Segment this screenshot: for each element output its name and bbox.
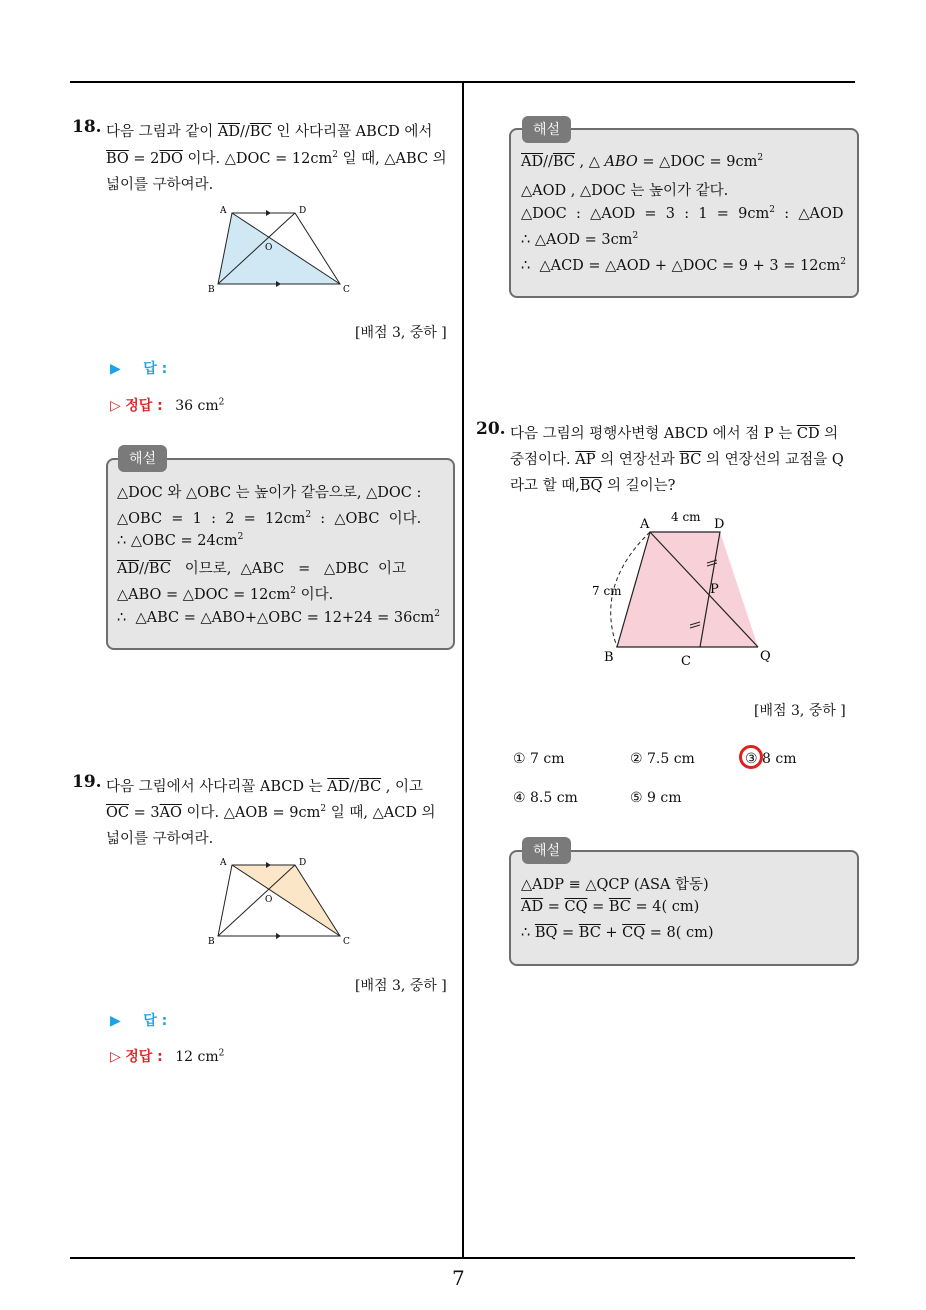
q18-trapezoid-figure <box>200 200 360 300</box>
q20-score: [배점 3, 중하 ] <box>754 703 846 719</box>
q18-text-line2: $\overline{BO} = 2\overline{DO}$ 이다. △DOC = $12cm^2$ 일 때, △ABC 의 <box>106 150 447 167</box>
q18-solution-line4: $\overline{AD}//\overline{BC}$ 이므로, △ABC = △DBC 이고 <box>117 561 407 577</box>
q19-answer-label: 답 : <box>143 1013 168 1029</box>
play-arrow-icon: ▶ <box>110 361 121 377</box>
q20-solution-tab: 해설 <box>522 837 571 864</box>
svg-text:C: C <box>343 937 350 947</box>
q18-correct-label: 정답 : <box>125 398 163 414</box>
q20-parallelogram-figure <box>580 505 780 675</box>
q19-solution-line1: $\overline{AD}//\overline{BC}$ , △ ABO = △DOC = $9cm^2$ <box>521 153 764 170</box>
q20-text-line2: 중점이다. $\overline{AP}$ 의 연장선과 $\overline{BC}$ 의 연장선의 교점을 Q <box>510 452 844 468</box>
q18-shaded-triangle <box>218 213 340 284</box>
q19-trapezoid-figure <box>200 852 360 952</box>
q19-answer-row[interactable] <box>110 1010 167 1030</box>
q18-solution-line3: ∴ △OBC = $24cm^2$ <box>117 532 244 549</box>
q19-score: [배점 3, 중하 ] <box>355 978 447 994</box>
q20-solution-line1: △ADP ≡ △QCP (ASA 합동) <box>521 877 709 893</box>
svg-text:B: B <box>604 650 614 665</box>
q20-text-line1: 다음 그림의 평행사변형 ABCD 에서 점 P 는 $\overline{CD}$ 의 <box>510 426 839 442</box>
svg-text:Q: Q <box>760 649 771 664</box>
q19-solution-tab: 해설 <box>522 116 571 143</box>
q20-option-3[interactable]: ③ 8 cm <box>745 751 796 767</box>
svg-text:O: O <box>265 243 273 253</box>
q18-solution-line2: △OBC = 1 : $2 = 12cm^2$ : △OBC 이다. <box>117 510 422 527</box>
q18-answer-row[interactable] <box>110 358 167 378</box>
q19-text-line3: 넓이를 구하여라. <box>106 831 214 847</box>
svg-text:C: C <box>343 285 350 295</box>
q18-answer-label: 답 : <box>143 361 168 377</box>
q20-option-4[interactable]: ④ 8.5 cm <box>513 790 578 806</box>
svg-text:A: A <box>220 206 227 216</box>
q19-solution-line3: △DOC : △AOD = 3 : $1 = 9cm^2$ : △AOD <box>521 205 844 222</box>
q20-selected-mark <box>739 745 763 769</box>
q19-correct-label: 정답 : <box>125 1049 163 1065</box>
q19-correct-row <box>110 1046 224 1066</box>
svg-text:B: B <box>208 937 215 947</box>
outline-arrow-icon: ▷ <box>110 1049 121 1065</box>
q18-solution-tab: 해설 <box>118 445 167 472</box>
q18-correct-value: 36 $cm^2$ <box>175 397 225 414</box>
q18-solution-line6: ∴ △ABC = △ABO+△OBC = $12+24 = 36cm^2$ <box>117 609 440 626</box>
svg-text:A: A <box>220 858 227 868</box>
svg-text:D: D <box>714 517 725 532</box>
svg-text:B: B <box>208 285 215 295</box>
column-divider <box>462 82 464 1258</box>
q20-solution-line3: ∴ $\overline{BQ} = \overline{BC} + \overline{CQ} = 8$( cm) <box>521 925 714 941</box>
svg-text:P: P <box>710 582 719 597</box>
q20-solution-line2: $\overline{AD} = \overline{CQ} = \overline{BC} = 4$( cm) <box>521 899 700 915</box>
q18-score: [배점 3, 중하 ] <box>355 325 447 341</box>
svg-text:A: A <box>640 517 650 532</box>
svg-text:C: C <box>681 654 691 669</box>
page-number: 7 <box>452 1266 465 1290</box>
q19-solution-line5: ∴ △ACD = △AOD + △DOC = $9 + 3 = 12cm^2$ <box>521 257 847 274</box>
q19-solution-line2: △AOD , △DOC 는 높이가 같다. <box>521 183 729 199</box>
q18-text-line1: 다음 그림과 같이 $\overline{AD}//\overline{BC}$ 인 사다리꼴 ABCD 에서 <box>106 124 433 140</box>
play-arrow-icon: ▶ <box>110 1013 121 1029</box>
q18-solution-line1: △DOC 와 △OBC 는 높이가 같음으로, △DOC : <box>117 485 422 501</box>
outline-arrow-icon: ▷ <box>110 398 121 414</box>
q18-text-line3: 넓이를 구하여라. <box>106 177 214 193</box>
q20-option-1[interactable]: ① 7 cm <box>513 751 565 767</box>
svg-text:D: D <box>299 206 307 216</box>
q20-option-2[interactable]: ② 7.5 cm <box>630 751 695 767</box>
q19-solution-line4: ∴ △AOD = $3cm^2$ <box>521 231 639 248</box>
svg-text:7 cm: 7 cm <box>592 584 622 598</box>
q18-correct-row <box>110 395 224 415</box>
q18-solution-line5: △ABO = △DOC = $12cm^2$ 이다. <box>117 586 334 603</box>
q18-number: 18. <box>72 117 102 137</box>
q19-text-line2: $\overline{OC} = 3\overline{AO}$ 이다. △AOB = $9cm^2$ 일 때, △ACD 의 <box>106 804 436 821</box>
svg-text:O: O <box>265 895 273 905</box>
q19-text-line1: 다음 그림에서 사다리꼴 ABCD 는 $\overline{AD}//\overline{BC}$ , 이고 <box>106 779 424 795</box>
q19-correct-value: 12 $cm^2$ <box>175 1048 225 1065</box>
svg-text:D: D <box>299 858 307 868</box>
q20-text-line3: 라고 할 때$,\overline{BQ}$ 의 길이는? <box>510 478 676 494</box>
svg-text:4 cm: 4 cm <box>671 510 701 524</box>
q19-number: 19. <box>72 772 102 792</box>
q20-option-5[interactable]: ⑤ 9 cm <box>630 790 682 806</box>
q20-number: 20. <box>476 419 506 439</box>
